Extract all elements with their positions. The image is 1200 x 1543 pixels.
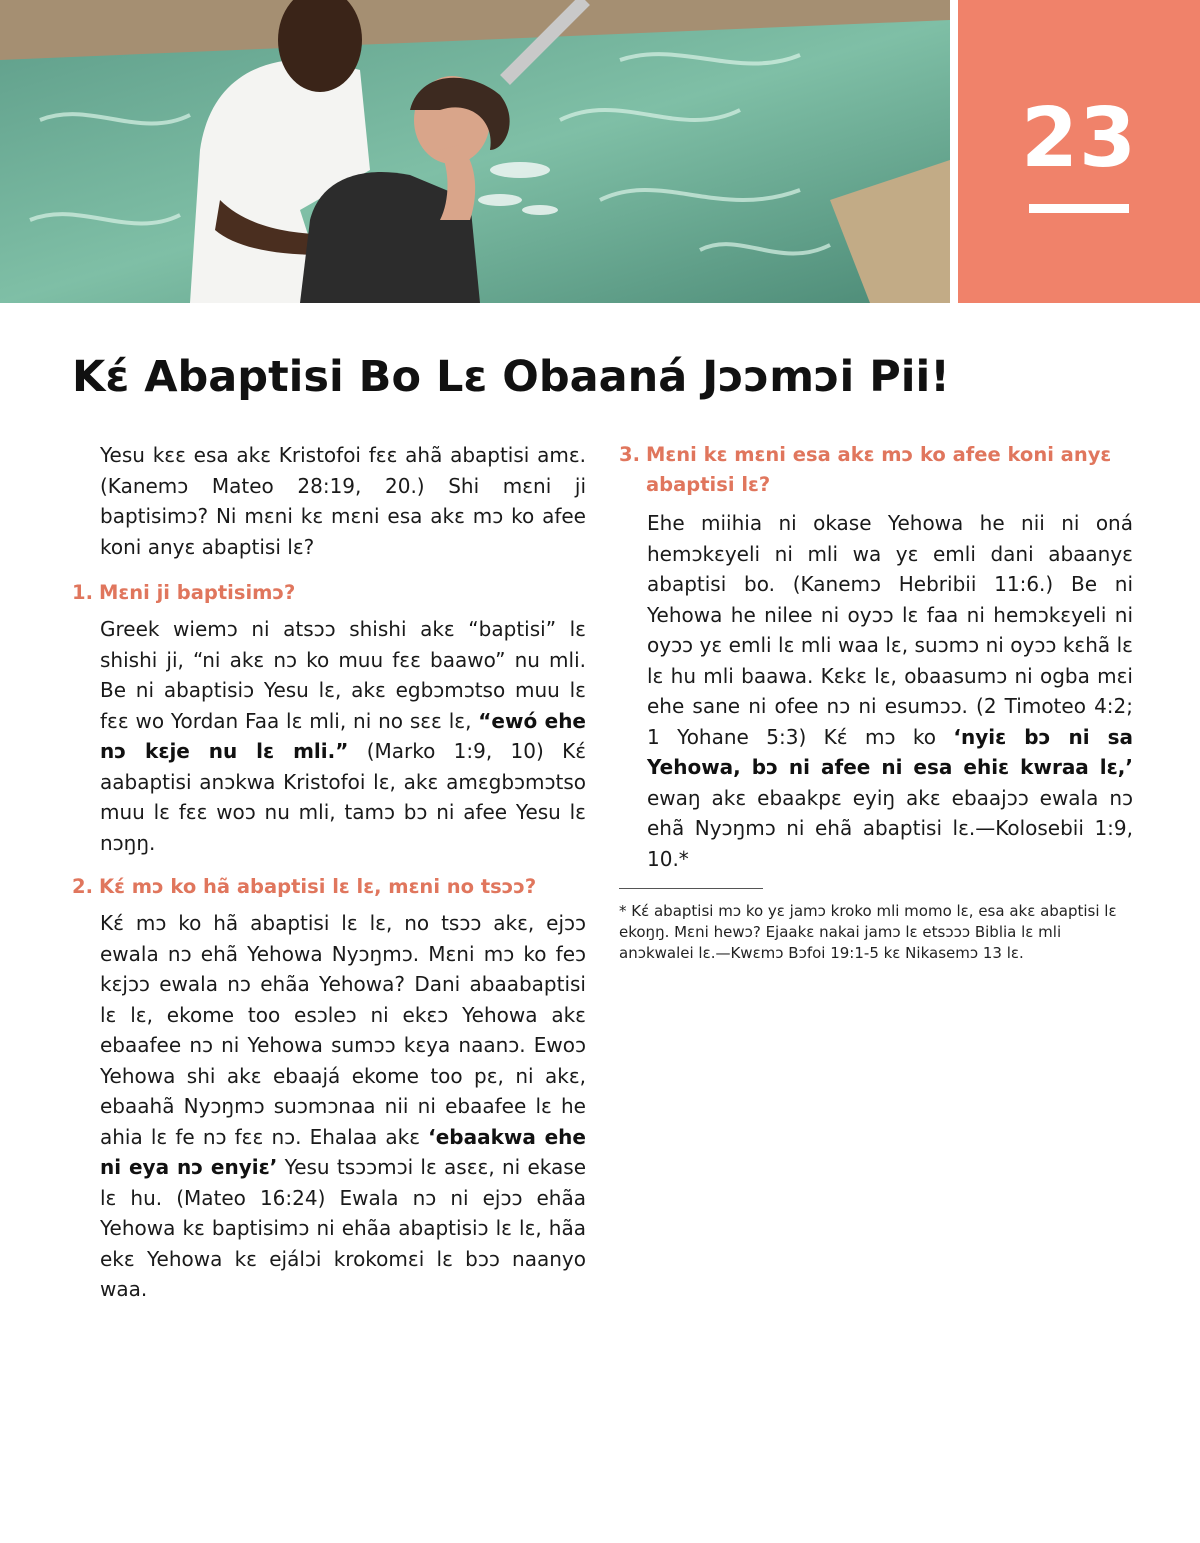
answer-2-text-b: Yesu tsɔɔmɔi lɛ asɛɛ, ni ekase lɛ hu. (Mateo 16:24) Ewala nɔ ni ejɔɔ ehãa Yehowa kɛ baptisimɔ ni ehãa abaptisiɔ lɛ lɛ, hãa ekɛ Yehowa kɛ ejálɔi krokomɛi lɛ bɔɔ naanyo waa.: [100, 1155, 586, 1301]
page-title: Kɛ́ Abaptisi Bo Lɛ Obaaná Jɔɔmɔi Pii!: [72, 352, 950, 402]
question-3-text: Mɛni kɛ mɛni esa akɛ mɔ ko afee koni anyɛ abaptisi lɛ?: [646, 443, 1112, 496]
footnote-divider: [619, 888, 763, 889]
answer-3-text-a: Ehe miihia ni okase Yehowa he nii ni oná hemɔkɛyeli ni mli wa yɛ emli dani abaanyɛ abaptisi bo. (Kanemɔ Hebribii 11:6.) Be ni Yehowa he nilee ni oyɔɔ lɛ faa ni hemɔkɛyeli ni oyɔɔ yɛ emli lɛ mli waa lɛ, suɔmɔ ni oyɔɔ kɛhã lɛ lɛ hu mli baawa. Kɛkɛ lɛ, obaasumɔ ni ogba mɛi ehe sane ni ofee nɔ ni esumɔɔ. (2 Timoteo 4:2; 1 Yohane 5:3) Kɛ́ mɔ ko: [647, 511, 1133, 749]
question-3-heading: [619, 440, 1133, 500]
answer-2-bold: ‘ebaakwa ehe ni eya nɔ enyiɛ’: [100, 1124, 586, 1179]
question-2-number: 2.: [72, 875, 93, 898]
question-3-number: 3.: [619, 443, 640, 466]
answer-3-text-b: ewaŋ akɛ ebaakpɛ eyiŋ akɛ ebaajɔɔ ewala nɔ ehã Nyɔŋmɔ ni ehã abaptisi lɛ.—Kolosebii 1:9, 10.*: [647, 785, 1133, 871]
answer-2-paragraph: [100, 908, 586, 1305]
question-1-text: Mɛni ji baptisimɔ?: [99, 581, 296, 604]
answer-1-bold: “ewó ehe nɔ kɛje nu lɛ mli.”: [100, 708, 586, 763]
question-2-heading: [72, 872, 586, 902]
lesson-number: 23: [1020, 91, 1138, 186]
baptism-photo-illustration: [0, 0, 950, 303]
answer-1-paragraph: [100, 614, 586, 858]
right-column: [619, 440, 1133, 964]
answer-3-bold: ‘nyiɛ bɔ ni sa Yehowa, bɔ ni afee ni esa ehiɛ kwraa lɛ,’: [647, 724, 1133, 779]
left-column: [72, 440, 586, 1305]
badge-rule: [1029, 204, 1129, 213]
question-1-heading: [72, 578, 586, 608]
answer-1-text-b: (Marko 1:9, 10) Kɛ́ aabaptisi anɔkwa Kristofoi lɛ, akɛ amɛgbɔmɔtso muu lɛ fɛɛ woɔ nu mli, tamɔ bɔ ni afee Yesu lɛ nɔŋŋ.: [100, 739, 587, 855]
footnote: * Kɛ́ abaptisi mɔ ko yɛ jamɔ kroko mli momo lɛ, esa akɛ abaptisi lɛ ekoŋŋ. Mɛni hewɔ? Ejaakɛ nakai jamɔ lɛ etsɔɔɔ Biblia lɛ mli anɔkwalei lɛ.—Kwɛmɔ Bɔfoi 19:1-5 kɛ Nikasemɔ 13 lɛ.: [619, 902, 1117, 962]
answer-1-text-a: Greek wiemɔ ni atsɔɔ shishi akɛ “baptisi” lɛ shishi ji, “ni akɛ nɔ ko muu fɛɛ baawo” nu mli. Be ni abaptisiɔ Yesu lɛ, akɛ egbɔmɔtso muu lɛ fɛɛ wo Yordan Faa lɛ mli, ni no sɛɛ lɛ,: [100, 617, 586, 733]
question-2-text: Kɛ́ mɔ ko hã abaptisi lɛ lɛ, mɛni no tsɔɔ?: [99, 875, 537, 898]
intro-paragraph: Yesu kɛɛ esa akɛ Kristofoi fɛɛ ahã abaptisi amɛ. (Kanemɔ Mateo 28:19, 20.) Shi mɛni ji baptisimɔ? Ni mɛni kɛ mɛni esa akɛ mɔ ko afee koni anyɛ abaptisi lɛ?: [100, 443, 586, 559]
question-1-number: 1.: [72, 581, 93, 604]
answer-3-paragraph: [647, 508, 1133, 874]
answer-2-text-a: Kɛ́ mɔ ko hã abaptisi lɛ lɛ, no tsɔɔ akɛ, ejɔɔ ewala nɔ ehã Yehowa Nyɔŋmɔ. Mɛni mɔ ko feɔ kɛjɔɔ ewala nɔ ehãa Yehowa? Dani abaabaptisi lɛ lɛ, ekome too esɔleɔ ni ekɛɔ Yehowa akɛ ebaafee nɔ ni Yehowa sumɔɔ kɛya naanɔ. Ewoɔ Yehowa shi akɛ ebaajá ekome too pɛ, ni akɛ, ebaahã Nyɔŋmɔ suɔmɔnaa nii ni ebaafee lɛ he ahia lɛ fe nɔ fɛɛ nɔ. Ehalaa akɛ: [100, 911, 586, 1149]
lesson-badge: [958, 0, 1200, 303]
header-photo: [0, 0, 950, 303]
